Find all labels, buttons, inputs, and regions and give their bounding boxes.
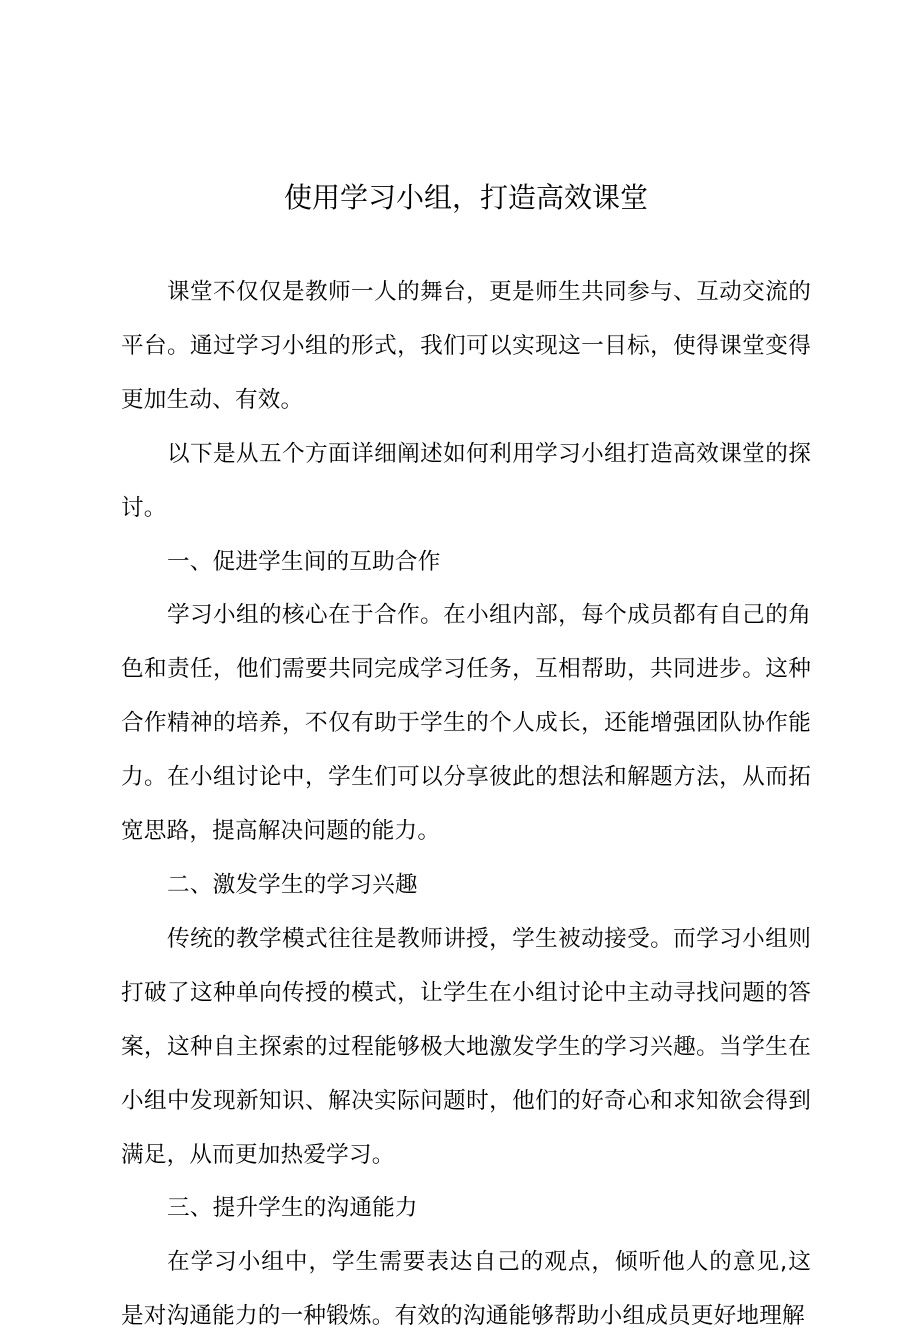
document-title: 使用学习小组，打造高效课堂	[283, 181, 648, 214]
section-heading-3: 三、提升学生的沟通能力	[167, 1195, 418, 1222]
section-heading-1: 一、促进学生间的互助合作	[167, 548, 441, 575]
overview-paragraph: 以下是从五个方面详细阐述如何利用学习小组打造高效课堂的探讨。	[121, 440, 811, 521]
section-heading-2: 二、激发学生的学习兴趣	[167, 871, 418, 898]
section-paragraph-3: 在学习小组中，学生需要表达自己的观点，倾听他人的意见,这是对沟通能力的一种锻炼。有效的沟通能够帮助小组成员更好地理解	[121, 1249, 811, 1330]
intro-paragraph: 课堂不仅仅是教师一人的舞台，更是师生共同参与、互动交流的平台。通过学习小组的形式，我们可以实现这一目标，使得课堂变得更加生动、有效。	[121, 279, 811, 413]
document-body	[121, 266, 811, 1344]
section-paragraph-2: 传统的教学模式往往是教师讲授，学生被动接受。而学习小组则打破了这种单向传授的模式，让学生在小组讨论中主动寻找问题的答案，这种自主探索的过程能够极大地激发学生的学习兴趣。当学生在小组中发现新知识、解决实际问题时，他们的好奇心和求知欲会得到满足，从而更加热爱学习。	[121, 925, 811, 1168]
section-paragraph-1: 学习小组的核心在于合作。在小组内部，每个成员都有自己的角色和责任，他们需要共同完成学习任务，互相帮助，共同进步。这种合作精神的培养，不仅有助于学生的个人成长，还能增强团队协作能力。在小组讨论中，学生们可以分享彼此的想法和解题方法，从而拓宽思路，提高解决问题的能力。	[121, 602, 811, 845]
